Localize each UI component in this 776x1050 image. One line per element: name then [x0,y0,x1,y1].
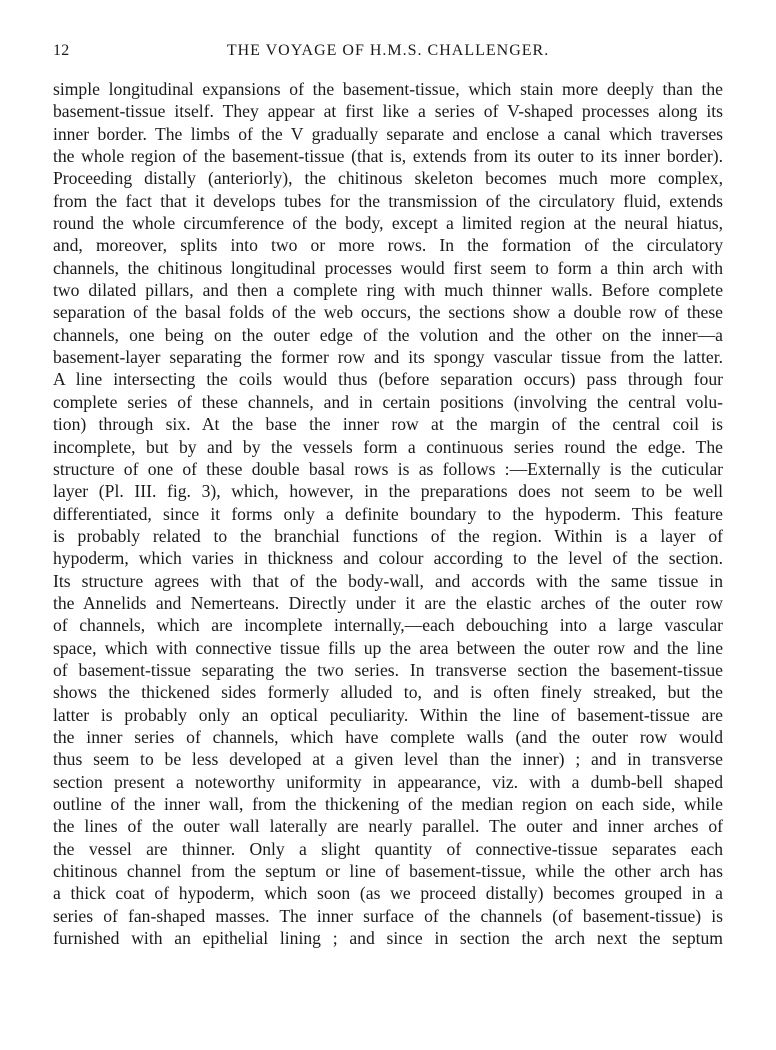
text-line: latter is probably only an optical peculiarity. Within the line of basement-tissue are [53,704,723,725]
text-line: tion) through six. At the base the inner row at the margin of the central coil is [53,414,723,435]
text-line: inner border. The limbs of the V gradually separate and enclose a canal which traverses [53,123,723,144]
text-line: incomplete, but by and by the vessels form a continuous series round the edge. The [53,436,723,457]
text-line: space, which with connective tissue fills up the area between the outer row and the line [53,637,723,658]
text-line: channels, one being on the outer edge of the volution and the other on the inner—a [53,324,723,345]
text-line: differentiated, since it forms only a definite boundary to the hypoderm. This feature [53,503,723,524]
text-line: structure of one of these double basal rows is as follows :—Externally is the cuticular [53,458,723,479]
text-line: Proceeding distally (anteriorly), the chitinous skeleton becomes much more complex, [53,168,723,189]
text-line: hypoderm, which varies in thickness and colour according to the level of the section. [53,548,723,569]
running-header [53,42,723,64]
text-line: of basement-tissue separating the two series. In transverse section the basement-tissue [53,659,723,680]
text-line: shows the thickened sides formerly alluded to, and is often finely streaked, but the [53,682,723,703]
text-line: a thick coat of hypoderm, which soon (as we proceed distally) becomes grouped in a [53,883,723,904]
text-line: and, moreover, splits into two or more rows. In the formation of the circulatory [53,235,723,256]
text-line: from the fact that it develops tubes for the transmission of the circulatory fluid, extends [53,190,723,211]
page-number: 12 [53,42,70,59]
text-line: the inner series of channels, which have complete walls (and the outer row would [53,726,723,747]
body-paragraph [53,78,723,949]
text-line: section present a noteworthy uniformity in appearance, viz. with a dumb-bell shaped [53,771,723,792]
text-line: the vessel are thinner. Only a slight quantity of connective-tissue separates each [53,838,723,859]
text-line: the lines of the outer wall laterally are nearly parallel. The outer and inner arches of [53,816,723,837]
text-line: of channels, which are incomplete internally,—each debouching into a large vascular [53,615,723,636]
text-line: basement-tissue itself. They appear at first like a series of V-shaped processes along its [53,101,723,122]
running-title: THE VOYAGE OF H.M.S. CHALLENGER. [226,42,550,59]
text-line: simple longitudinal expansions of the basement-tissue, which stain more deeply than the [53,79,723,99]
text-line: two dilated pillars, and then a complete ring with much thinner walls. Before complete [53,280,723,301]
text-line: round the whole circumference of the body, except a limited region at the neural hiatus, [53,213,723,234]
text-line: is probably related to the branchial functions of the region. Within is a layer of [53,525,723,546]
text-line: the whole region of the basement-tissue (that is, extends from its outer to its inner border). [53,146,723,167]
text-line: channels, the chitinous longitudinal processes would first seem to form a thin arch with [53,257,723,278]
text-line: the Annelids and Nemerteans. Directly under it are the elastic arches of the outer row [53,592,723,613]
text-line: complete series of these channels, and in certain positions (involving the central volu- [53,391,723,412]
text-line: chitinous channel from the septum or line of basement-tissue, while the other arch has [53,861,723,882]
text-line: layer (Pl. III. fig. 3), which, however, in the preparations does not seem to be well [53,481,723,502]
text-line: series of fan-shaped masses. The inner surface of the channels (of basement-tissue) is [53,905,723,926]
text-line: outline of the inner wall, from the thickening of the median region on each side, while [53,794,723,814]
text-line: basement-layer separating the former row and its spongy vascular tissue from the latter. [53,347,723,368]
text-line: A line intersecting the coils would thus (before separation occurs) pass through four [53,369,723,390]
text-line: thus seem to be less developed at a given level than the inner) ; and in transverse [53,749,723,770]
text-line: furnished with an epithelial lining ; and since in section the arch next the septum [53,928,723,949]
text-line: Its structure agrees with that of the body-wall, and accords with the same tissue in [53,570,723,591]
text-line: separation of the basal folds of the web occurs, the sections show a double row of these [53,302,723,323]
